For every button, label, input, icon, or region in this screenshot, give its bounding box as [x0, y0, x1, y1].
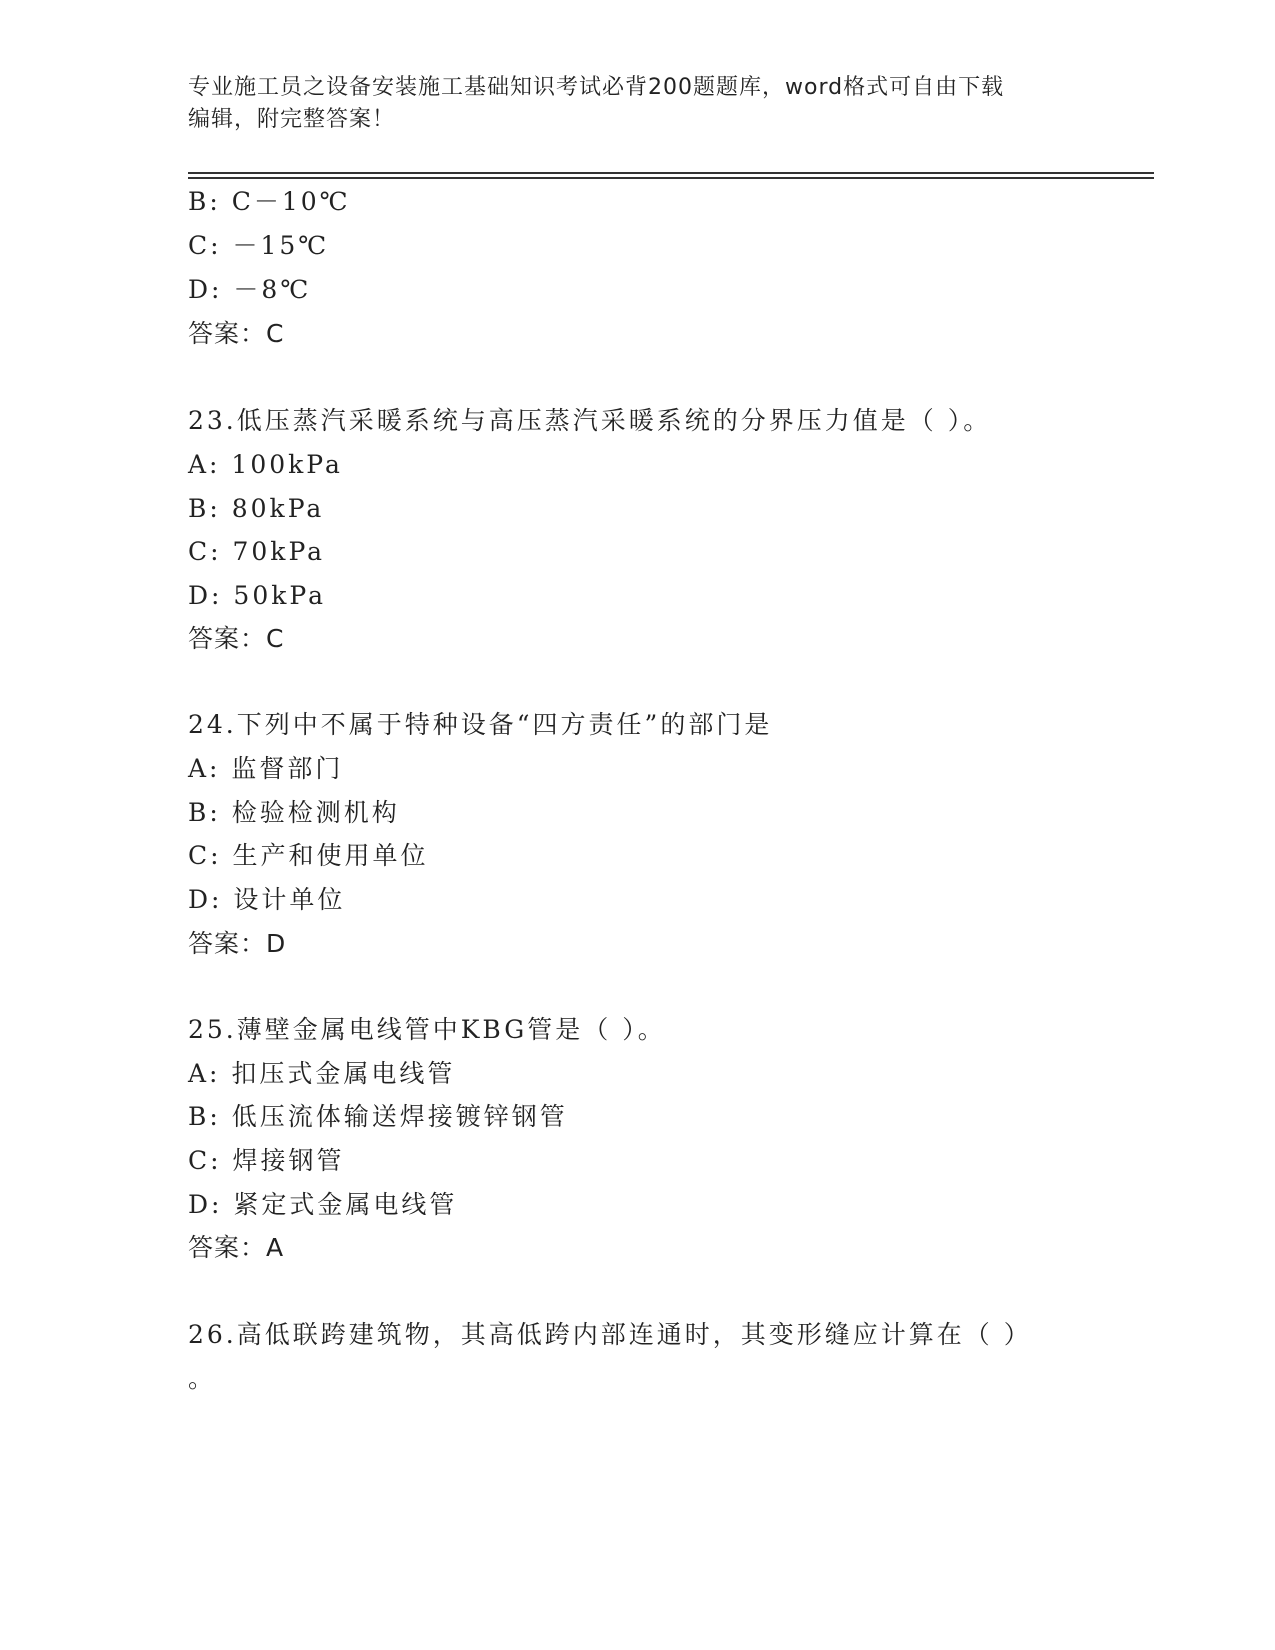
option-b: B: 检验检测机构	[188, 798, 400, 827]
header-divider-bottom	[188, 177, 1154, 179]
option-c: C: 70kPa	[188, 537, 326, 566]
option-b: B: 80kPa	[188, 494, 325, 523]
header-title-line-1: 专业施工员之设备安装施工基础知识考试必背200题题库，word格式可自由下载	[188, 75, 1005, 100]
page-header	[188, 72, 1068, 136]
option-a: A: 监督部门	[188, 754, 344, 783]
option-b: B: C－10℃	[188, 187, 351, 216]
option-d: D: 50kPa	[188, 581, 326, 610]
question-stem: 24.下列中不属于特种设备“四方责任”的部门是	[188, 710, 773, 739]
question-stem: 26.高低联跨建筑物，其高低跨内部连通时，其变形缝应计算在（ ）	[188, 1320, 1032, 1349]
question-stem-continued: 。	[188, 1364, 217, 1393]
option-a: A: 100kPa	[188, 450, 343, 479]
option-c: C: －15℃	[188, 231, 330, 260]
option-d: D: 设计单位	[188, 885, 346, 914]
answer: 答案：C	[188, 319, 285, 348]
question-stem: 25.薄壁金属电线管中KBG管是（ ）。	[188, 1015, 666, 1044]
option-d: D: －8℃	[188, 275, 312, 304]
question-stem: 23.低压蒸汽采暖系统与高压蒸汽采暖系统的分界压力值是（ ）。	[188, 406, 992, 435]
answer: 答案：A	[188, 1233, 285, 1262]
header-divider-top	[188, 172, 1154, 174]
option-c: C: 生产和使用单位	[188, 841, 429, 870]
option-c: C: 焊接钢管	[188, 1146, 345, 1175]
answer: 答案：C	[188, 624, 285, 653]
option-a: A: 扣压式金属电线管	[188, 1059, 456, 1088]
option-b: B: 低压流体输送焊接镀锌钢管	[188, 1102, 568, 1131]
header-title-line-2: 编辑，附完整答案！	[188, 107, 396, 132]
answer: 答案：D	[188, 929, 287, 958]
option-d: D: 紧定式金属电线管	[188, 1190, 458, 1219]
